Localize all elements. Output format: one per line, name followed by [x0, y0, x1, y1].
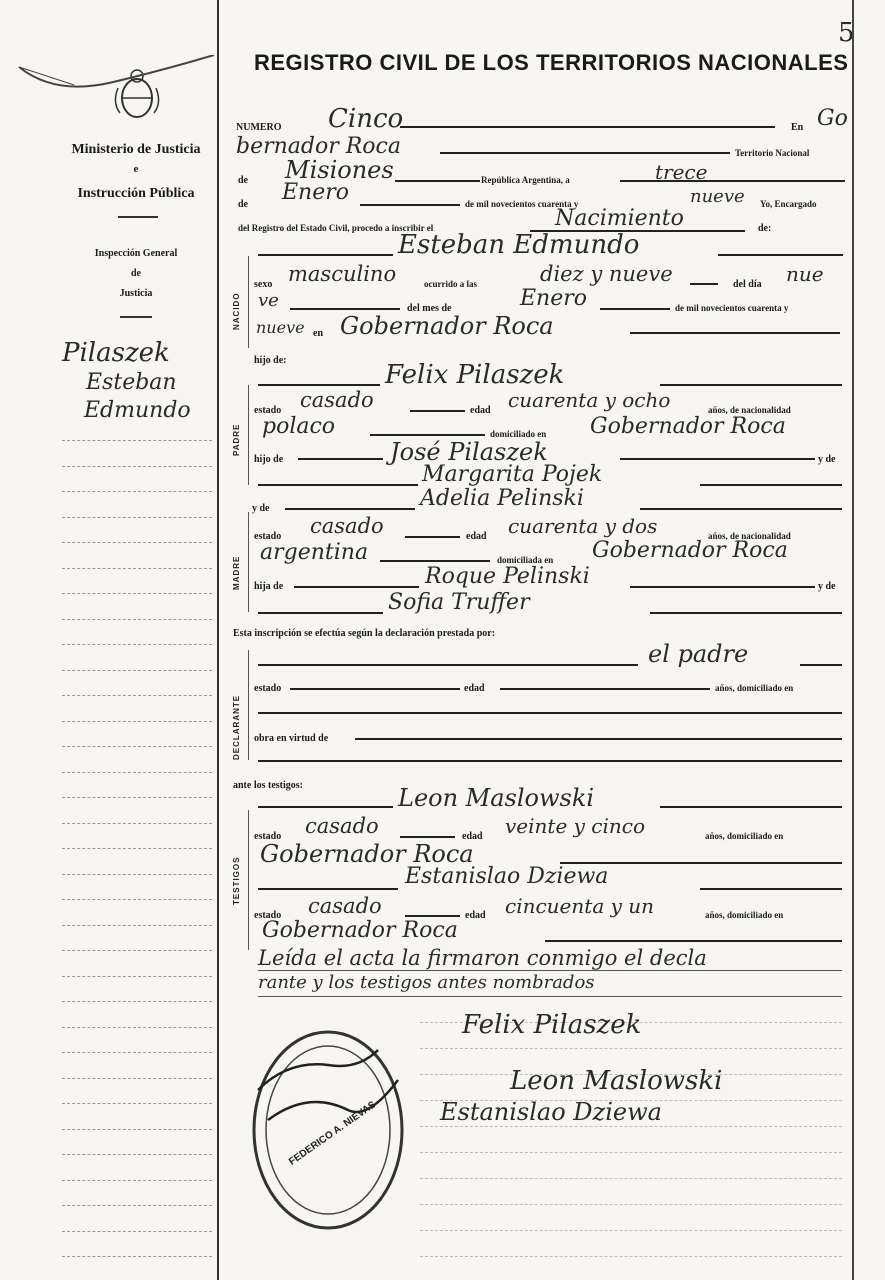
territory-value: Misiones	[285, 156, 394, 184]
margin-rule-line	[62, 1129, 212, 1130]
ministry-line1: Ministerio de Justicia	[71, 142, 201, 157]
closing-line2: rante y los testigos antes nombrados	[258, 972, 595, 993]
witness2-age: cincuenta y un	[505, 894, 655, 918]
signature-rule-line	[420, 1204, 842, 1205]
signature-rule-line	[420, 1126, 842, 1127]
section-padre: PADRE	[232, 423, 241, 456]
page-title: REGISTRO CIVIL DE LOS TERRITORIOS NACIONALES	[254, 50, 849, 75]
margin-rule-line	[62, 1001, 212, 1002]
signature-witness1: Leon Maslowski	[510, 1066, 723, 1096]
day-value: trece	[655, 160, 708, 184]
paternal-grandmother: Margarita Pojek	[422, 462, 603, 487]
father-nationality: polaco	[262, 414, 336, 439]
inspection-line1: Inspección General	[94, 248, 178, 259]
margin-rule-line	[62, 874, 212, 875]
section-declarante: DECLARANTE	[232, 694, 241, 760]
mother-nationality: argentina	[260, 540, 369, 565]
margin-surname: Pilaszek	[62, 338, 170, 368]
ministry-line2: Instrucción Pública	[77, 186, 195, 201]
margin-rule-line	[62, 491, 212, 492]
margin-rule-line	[62, 466, 212, 467]
witness2-status: casado	[308, 894, 382, 918]
father-status: casado	[300, 388, 374, 412]
margin-rule-line	[62, 772, 212, 773]
father-age: cuarenta y ocho	[508, 388, 671, 412]
margin-rule-line	[62, 1205, 212, 1206]
mother-status: casado	[310, 514, 384, 538]
margin-rule-line	[62, 517, 212, 518]
page-number: 5	[838, 18, 855, 48]
hour-value: diez y nueve	[540, 262, 673, 286]
mother-age: cuarenta y dos	[508, 514, 658, 538]
margin-rule-line	[62, 950, 212, 951]
margin-rule-line	[62, 1103, 212, 1104]
inspection-line2: Justicia	[119, 288, 153, 299]
witnesses-label: ante los testigos:	[233, 780, 303, 791]
inscription-statement: Esta inscripción se efectúa según la declaración prestada por:	[233, 628, 496, 639]
witness1-domicile: Gobernador Roca	[260, 840, 474, 868]
maternal-grandmother: Sofia Truffer	[388, 590, 530, 615]
margin-name1: Esteban	[86, 370, 177, 395]
margin-rule-line	[62, 1154, 212, 1155]
margin-rule-line	[62, 848, 212, 849]
section-madre: MADRE	[232, 555, 241, 590]
paternal-grandfather: José Pilaszek	[390, 438, 548, 466]
margin-rule-line	[62, 644, 212, 645]
witness1-status: casado	[305, 814, 379, 838]
year-value: nueve	[690, 186, 745, 207]
margin-rule-line	[62, 925, 212, 926]
margin-rule-line	[62, 670, 212, 671]
birth-month: Enero	[520, 286, 588, 311]
record-type: Nacimiento	[555, 206, 684, 231]
inspection-de: de	[131, 268, 141, 279]
margin-rule-line	[62, 1052, 212, 1053]
mother-name: Adelia Pelinski	[420, 486, 584, 511]
numero-value: Cinco	[328, 104, 404, 134]
signature-rule-line	[420, 1230, 842, 1231]
margin-name2: Edmundo	[84, 398, 191, 423]
ministry-and: e	[133, 163, 139, 175]
witness2-domicile: Gobernador Roca	[262, 918, 458, 943]
birth-place: Gobernador Roca	[340, 312, 554, 340]
margin-rule-line	[62, 1180, 212, 1181]
margin-divider	[217, 0, 219, 1280]
margin-rule-line	[62, 593, 212, 594]
declarant-value: el padre	[648, 640, 749, 668]
margin-rule-line	[62, 1078, 212, 1079]
father-domicile: Gobernador Roca	[590, 414, 786, 439]
margin-rule-line	[62, 721, 212, 722]
maternal-grandfather: Roque Pelinski	[425, 564, 590, 589]
margin-rule-line	[62, 746, 212, 747]
stamp-name: FEDERICO A. NIEVAS	[287, 1099, 379, 1168]
pen-stroke-decoration	[14, 55, 219, 125]
father-name: Felix Pilaszek	[385, 360, 565, 390]
signature-rule-line	[420, 1152, 842, 1153]
closing-line1: Leída el acta la firmaron conmigo el decla	[258, 946, 707, 970]
margin-rule-line	[62, 542, 212, 543]
sex-value: masculino	[288, 262, 397, 286]
section-nacido: NACIDO	[232, 292, 241, 330]
signature-rule-line	[420, 1178, 842, 1179]
signature-rule-line	[420, 1048, 842, 1049]
margin-rule-line	[62, 797, 212, 798]
section-testigos: TESTIGOS	[232, 856, 241, 905]
signature-witness2: Estanislao Dziewa	[440, 1098, 662, 1126]
witness2-name: Estanislao Dziewa	[405, 864, 609, 889]
child-name: Esteban Edmundo	[398, 230, 640, 260]
margin-rule-line	[62, 1027, 212, 1028]
margin-rule-line	[62, 899, 212, 900]
margin-rule-line	[62, 440, 212, 441]
margin-rule-line	[62, 695, 212, 696]
witness1-name: Leon Maslowski	[398, 784, 595, 812]
mother-domicile: Gobernador Roca	[592, 538, 788, 563]
margin-rule-line	[62, 568, 212, 569]
signature-rule-line	[420, 1256, 842, 1257]
month-value: Enero	[282, 180, 350, 205]
margin-rule-line	[62, 1231, 212, 1232]
witness1-age: veinte y cinco	[505, 814, 646, 838]
right-border	[852, 0, 854, 1280]
signature-father: Felix Pilaszek	[462, 1010, 642, 1040]
margin-rule-line	[62, 619, 212, 620]
margin-rule-line	[62, 1256, 212, 1257]
margin-rule-line	[62, 976, 212, 977]
official-stamp	[248, 1020, 418, 1240]
margin-rule-line	[62, 823, 212, 824]
place-value: bernador Roca	[236, 134, 401, 159]
